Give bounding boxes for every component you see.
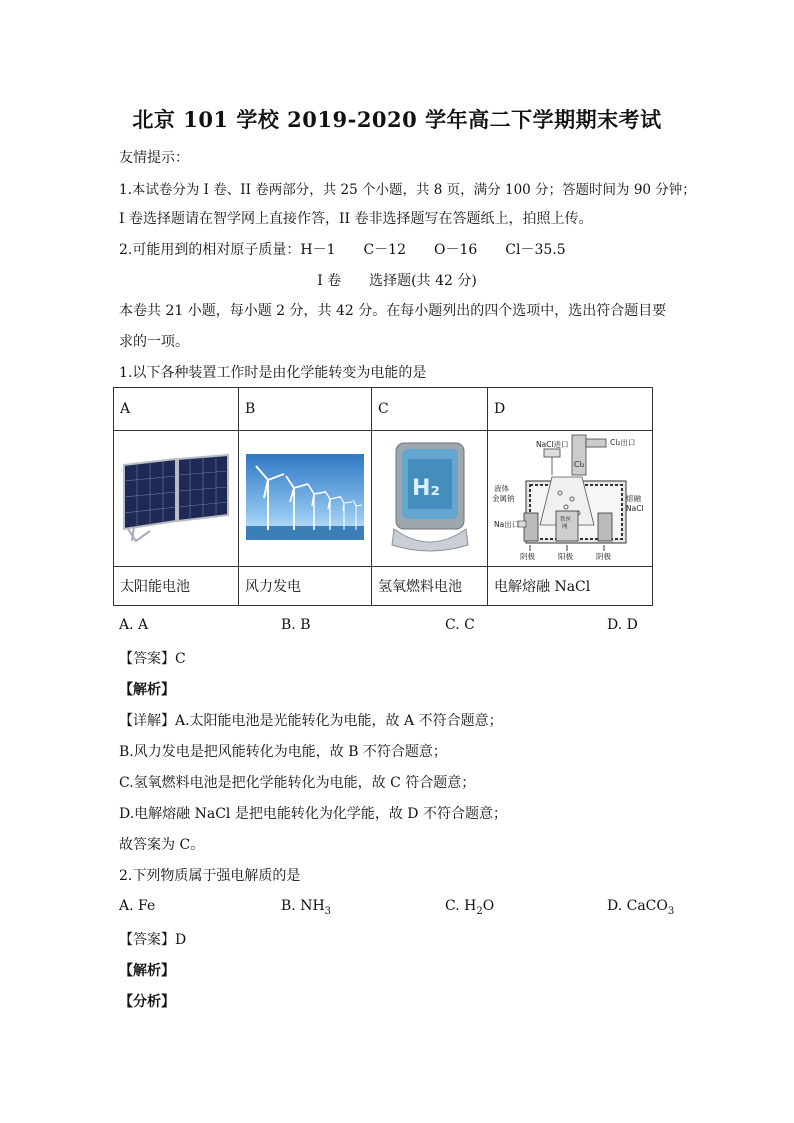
q1-detail-4: D.电解熔融 NaCl 是把电能转化为化学能，故 D 不符合题意； <box>119 806 507 822</box>
section-intro-2: 求的一项。 <box>119 334 189 350</box>
table-header-c: C <box>372 388 488 431</box>
q1-choice-b[interactable]: B. B <box>281 617 311 633</box>
q1-stem: 1.以下各种装置工作时是由化学能转变为电能的是 <box>119 365 427 381</box>
label-cathode-right: 阴极 <box>596 551 611 561</box>
table-header-a: A <box>114 388 239 431</box>
label-liquid-2: 金属钠 <box>492 493 515 503</box>
label-anode: 阳极 <box>558 551 573 561</box>
q1-conclusion: 故答案为 C。 <box>119 837 205 853</box>
notice-line-2: I 卷选择题请在智学网上直接作答，II 卷非选择题写在答题纸上，拍照上传。 <box>119 211 593 227</box>
label-liquid-1: 液体 <box>494 483 509 493</box>
q2-choice-b-sub: 3 <box>324 905 332 917</box>
q2-choice-c-text: C. H <box>445 898 477 914</box>
label-wind-power: 风力发电 <box>239 567 372 606</box>
q2-analysis-label: 【解析】 <box>119 963 175 979</box>
label-molten-1: 熔融 <box>626 493 641 503</box>
table-header-d: D <box>488 388 653 431</box>
label-electrolysis: 电解熔融 NaCl <box>488 567 653 606</box>
label-solar-cell: 太阳能电池 <box>114 567 239 606</box>
q2-choice-c[interactable] <box>445 898 494 917</box>
q2-choice-d-sub: 3 <box>667 905 675 917</box>
label-mesh-2: 网 <box>562 523 568 530</box>
q1-detail-2: B.风力发电是把风能转化为电能，故 B 不符合题意； <box>119 744 447 760</box>
label-cl2-out: Cl₂出口 <box>610 437 636 447</box>
q2-stem: 2.下列物质属于强电解质的是 <box>119 868 301 884</box>
q2-choice-d[interactable] <box>607 898 674 917</box>
label-cl2: Cl₂ <box>574 459 585 469</box>
label-cathode-left: 阴极 <box>520 551 535 561</box>
q1-choice-c[interactable]: C. C <box>445 617 475 633</box>
q2-choice-b-text: B. NH <box>281 898 325 914</box>
q2-choice-c-post: O <box>482 898 495 914</box>
q2-choice-c-sub: 2 <box>476 905 483 917</box>
q1-choice-a[interactable]: A. A <box>119 617 149 633</box>
q1-options-table <box>113 387 653 606</box>
q2-choice-a[interactable]: A. Fe <box>119 898 156 914</box>
fuel-cell-image <box>372 431 488 567</box>
q2-choice-b[interactable] <box>281 898 331 917</box>
section-heading: I 卷 选择题(共 42 分) <box>317 273 477 289</box>
q1-detail-1: 【详解】A.太阳能电池是光能转化为电能，故 A 不符合题意； <box>119 713 503 729</box>
q1-answer: 【答案】C <box>119 651 186 667</box>
page-title: 北京 101 学校 2019-2020 学年高二下学期期末考试 <box>132 107 662 132</box>
solar-panel-image <box>114 431 239 567</box>
label-fuel-cell: 氢氧燃料电池 <box>372 567 488 606</box>
label-na-out: Na出口 <box>494 519 520 529</box>
notice-line-1: 1.本试卷分为 I 卷、II 卷两部分，共 25 个小题，共 8 页，满分 100 分；答题时间为 90 分钟； <box>119 182 696 198</box>
q2-choice-d-text: D. CaCO <box>607 898 668 914</box>
notice-label: 友情提示： <box>119 150 189 166</box>
label-mesh-1: 铁丝 <box>560 516 572 523</box>
q2-answer: 【答案】D <box>119 932 187 948</box>
wind-turbines-image <box>239 431 372 567</box>
q1-analysis-label: 【解析】 <box>119 682 175 698</box>
section-intro-1: 本卷共 21 小题，每小题 2 分，共 42 分。在每小题列出的四个选项中，选出符合题目要 <box>119 303 667 319</box>
q1-choice-d[interactable]: D. D <box>607 617 638 633</box>
label-molten-2: NaCl <box>626 503 644 513</box>
q2-analyze-label: 【分析】 <box>119 994 175 1010</box>
label-nacl-in: NaCl进口 <box>536 439 569 449</box>
fuel-cell-h2-label: H₂ <box>411 475 440 501</box>
table-header-b: B <box>239 388 372 431</box>
q1-detail-3: C.氢氧燃料电池是把化学能转化为电能，故 C 符合题意； <box>119 775 476 791</box>
electrolysis-diagram <box>488 431 653 567</box>
notice-line-3: 2.可能用到的相对原子质量：H－1 C－12 O－16 Cl－35.5 <box>119 242 566 258</box>
